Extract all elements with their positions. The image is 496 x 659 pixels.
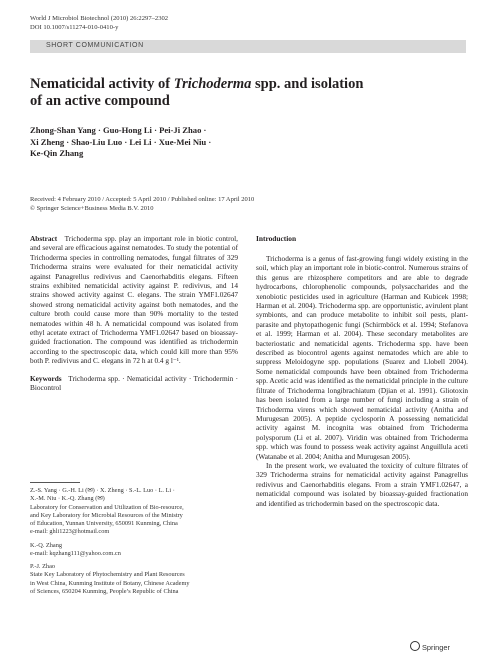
affil-name-2: K.-Q. Zhang [30,542,63,549]
title-part-2: spp. and isolation [251,76,364,92]
introduction-paragraph-1: Trichoderma is a genus of fast-growing fungi widely existing in the soil, which play an important role in biotic-control. Numerous strains of this genus are rhizosphere competitors and are able to degrade hydrocarbons, chlorophenolic compounds, polysaccharides and the xenobiotic pesticides used in agriculture (Harman and Kubicek 1998; Harman et al. 2004). Trichoderma spp. are opportunistic, avirulent plant symbionts, and can produce metabolite to inhibit soil pests, plant-parasite and phytopathogenic fungi (Schirmböck et al. 1994; Stefanova et al. 1999; Harman et al. 2004). These secondary metabolites are bacteriostatic and nematicidal agents. Trichoderma spp. have been described as biocontrol agents against nematodes which are able to suppress Meloidogyne spp. populations (Suarez and Llobell 2004). Some nematicidal compounds have been obtained from Trichoderma spp. Acetic acid was identified as the nematicidal principle in the culture filtrate of Trichoderma longibrachiatum (Djian et al. 1991). Gliotoxin has been isolated from a large number of fungi including a strain of Trichoderma virens which showed nematicidal activity (Anitha and Murugesan 2005). A peptide cyclosporin A possessing nematicidal activity against M. incognita was obtained from Trichoderma polysporum (Li et al. 2007). Viridin was obtained from Trichoderma spp. which was found to possess weak activity against Anguillula aceti (Watanabe et al. 2004; Anitha and Murugesan 2005). [256,254,468,461]
affil-org-3-3: of Sciences, 650204 Kunming, People’s Republic of China [30,587,179,595]
authors-line-1: Zhong-Shan Yang · Guo-Hong Li · Pei-Ji Zhao · [30,125,207,135]
doi: DOI 10.1007/s11274-010-0410-y [30,24,119,31]
paper-title [30,76,466,110]
author-list [30,125,330,160]
section-label: SHORT COMMUNICATION [46,42,144,49]
affil-org-1: Laboratory for Conservation and Utilization of Bio-resource, [30,503,184,511]
authors-line-2: Xi Zheng · Shao-Liu Luo · Lei Li · Xue-Mei Niu · [30,136,212,147]
affil-names-2: X.-M. Niu · K.-Q. Zhang (✉) [30,495,105,503]
copyright: © Springer Science+Business Media B.V. 2010 [30,204,154,212]
affiliation-2 [30,542,240,559]
journal-citation: World J Microbiol Biotechnol (2010) 26:2297–2302 [30,15,169,22]
springer-horse-icon [410,641,420,651]
right-column [256,234,468,508]
affil-name-3: P.-J. Zhao [30,563,56,570]
publisher-logo [410,641,450,652]
keywords [30,374,238,393]
affil-names-1: Z.-S. Yang · G.-H. Li (✉) · X. Zheng · S.-L. Luo · L. Li · [30,487,175,494]
publisher-name: Springer [422,643,450,652]
publication-dates [30,196,460,213]
title-part-3: of an active compound [30,93,170,109]
affiliation-1 [30,487,240,537]
footnote-rule [30,482,80,483]
introduction-paragraph-2: In the present work, we evaluated the toxicity of culture filtrates of 329 Trichoderma strains for nematicidal activity against Panagrellus redivivus and Caenorhabditis elegans. From a strain YMF1.02647, a nematicidal compound was isolated by bioassay-guided fractionation and identified as trichodermin based on the spectroscopic data. [256,460,468,508]
abstract [30,234,238,366]
affiliation-3 [30,563,240,596]
keywords-text: Trichoderma spp. · Nematicidal activity · Trichodermin · Biocontrol [30,373,239,393]
affil-org-3-2: in West China, Kunming Institute of Botany, Chinese Academy [30,579,190,587]
affil-org-3: of Education, Yunnan University, 650091 Kunming, China [30,520,178,528]
keywords-heading: Keywords [30,373,62,383]
introduction-heading: Introduction [256,234,297,243]
title-part-1: Nematicidal activity of [30,76,174,92]
affil-org-3-1: State Key Laboratory of Phytochemistry and Plant Resources [30,571,185,579]
abstract-heading: Abstract [30,234,58,243]
date-history: Received: 4 February 2010 / Accepted: 5 April 2010 / Published online: 17 April 2010 [30,196,255,203]
affil-org-2: and Key Laboratory for Microbial Resources of the Ministry [30,511,183,519]
title-italic: Trichoderma [173,76,252,92]
affil-email-2[interactable]: e-mail: kqzhang111@yahoo.com.cn [30,550,121,558]
left-column [30,234,238,393]
abstract-text: Trichoderma spp. play an important role in biotic control, and several are efficacious against nematodes. To study the potential of Trichoderma species in controlling nematodes, fungal filtrates of 329 Trichoderma strains were evaluated for their nematicidal activity against Panagrellus redivivus and Caenorhabditis elegans. Fifteen strains exhibited nematicidal activity against P. redivivus, and 14 strains showed activity against C. elegans. The strain YMF1.02647 showed strong nematicidal activity against both nematodes, and the culture broth could cause more than 90% mortality to the tested nematodes within 48 h. A nematicidal compound was isolated from ethyl acetate extract of Trichoderma YMF1.02647 based on bioassay-guided fractionation. The compound was identified as trichodermin according to the spectroscopic data, which could kill more than 95% both P. redivivus and C. elegans in 72 h at 0.4 g l⁻¹. [30,234,238,366]
journal-header [30,14,168,32]
authors-line-3: Ke-Qin Zhang [30,148,84,158]
affil-email-1[interactable]: e-mail: ghli1223@hotmail.com [30,528,110,536]
